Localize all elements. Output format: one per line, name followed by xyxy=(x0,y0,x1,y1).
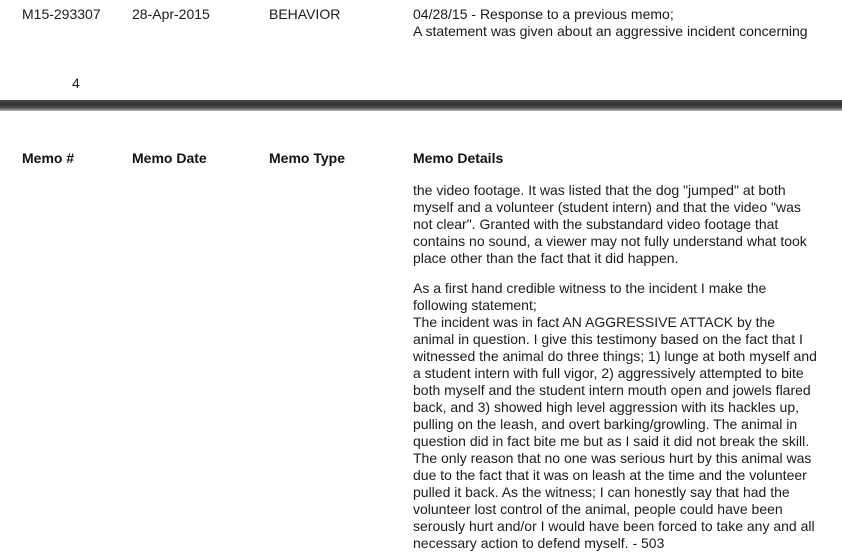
header-memo-date: Memo Date xyxy=(132,150,207,166)
details-line: back, and 3) showed high level aggression with its hackles up, xyxy=(413,399,799,415)
details-line: contains no sound, a viewer may not fully understand what took xyxy=(413,233,807,249)
details-line: following statement; xyxy=(413,297,537,313)
details-line: volunteer lost control of the animal, people could have been xyxy=(413,501,783,517)
details-line: The incident was in fact AN AGGRESSIVE ATTACK by the xyxy=(413,314,776,330)
details-line: not clear". Granted with the substandard video footage that xyxy=(413,216,779,232)
details-paragraph-1 xyxy=(413,182,838,267)
details-line: both myself and the student intern mouth open and jowels flared xyxy=(413,382,811,398)
header-memo-type: Memo Type xyxy=(269,150,345,166)
details-line: As a first hand credible witness to the incident I make the xyxy=(413,280,767,296)
memo-details-line: 04/28/15 - Response to a previous memo; xyxy=(413,6,674,22)
memo-date-value: 28-Apr-2015 xyxy=(132,6,210,22)
details-line: a student intern with full vigor, 2) aggressively attempted to bite xyxy=(413,365,804,381)
details-line: myself and a volunteer (student intern) and that the video "was xyxy=(413,199,801,215)
header-memo-details: Memo Details xyxy=(413,150,504,166)
memo-type-value: BEHAVIOR xyxy=(269,6,341,22)
details-line: pulled it back. As the witness; I can honestly say that had the xyxy=(413,484,790,500)
page-number: 4 xyxy=(72,75,80,91)
details-line: necessary action to defend myself. - 503 xyxy=(413,535,665,551)
memo-details-value xyxy=(413,6,838,40)
details-line: the video footage. It was listed that the dog "jumped" at both xyxy=(413,182,786,198)
memo-details-line: A statement was given about an aggressive incident concerning xyxy=(413,23,808,39)
details-line: The only reason that no one was serious hurt by this animal was xyxy=(413,450,812,466)
details-line: pulling on the leash, and overt barking/growling. The animal in xyxy=(413,416,798,432)
details-line: place other than the fact that it did happen. xyxy=(413,250,679,266)
details-line: serously hurt and/or I would have been forced to take any and all xyxy=(413,518,815,534)
page-break-divider xyxy=(0,100,842,111)
memo-number-value: M15-293307 xyxy=(22,6,101,22)
details-line: question did in fact bite me but as I said it did not break the skill. xyxy=(413,433,810,449)
details-line: animal in question. I give this testimony based on the fact that I xyxy=(413,331,803,347)
details-line: due to the fact that it was on leash at the time and the volunteer xyxy=(413,467,807,483)
details-line: witnessed the animal do three things; 1) lunge at both myself and xyxy=(413,348,817,364)
details-paragraph-2 xyxy=(413,280,838,552)
header-memo-number: Memo # xyxy=(22,150,75,166)
